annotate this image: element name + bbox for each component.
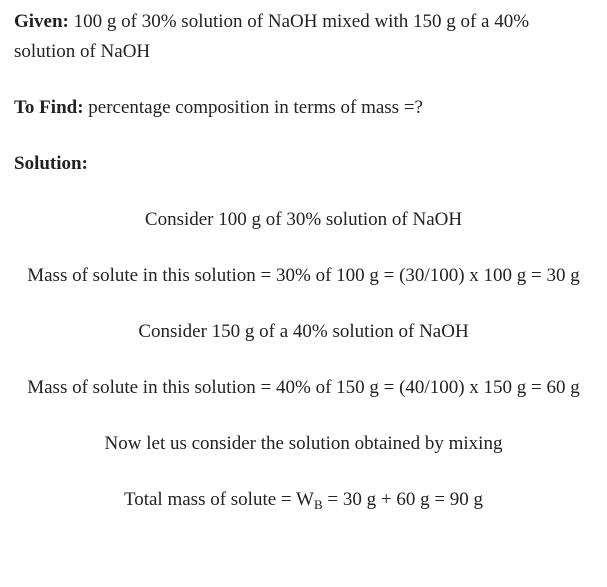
total-suffix: = 30 g + 60 g = 90 g <box>327 489 484 510</box>
given-paragraph <box>14 7 593 67</box>
consider-150g-line: Consider 150 g of a 40% solution of NaOH <box>138 321 469 342</box>
mixing-line: Now let us consider the solution obtained by mixing <box>104 433 503 454</box>
solution-label: Solution: <box>14 153 88 174</box>
total-mass-line <box>14 485 593 515</box>
consider-100g-line: Consider 100 g of 30% solution of NaOH <box>144 209 463 230</box>
given-label: Given: <box>14 11 69 32</box>
solution-heading <box>14 149 593 179</box>
mass-solute-1-line: Mass of solute in this solution = 30% of 100 g = (30/100) x 100 g = 30 g <box>27 265 580 286</box>
to-find-text: percentage composition in terms of mass =? <box>88 97 423 118</box>
mass-solute-2-line: Mass of solute in this solution = 40% of 150 g = (40/100) x 150 g = 60 g <box>27 377 580 398</box>
to-find-paragraph <box>14 93 593 123</box>
to-find-label: To Find: <box>14 97 84 118</box>
total-prefix: Total mass of solute = W <box>123 489 314 510</box>
given-text: 100 g of 30% solution of NaOH mixed with 150 g of a 40% solution of NaOH <box>14 11 530 62</box>
total-subscript: B <box>313 497 323 512</box>
